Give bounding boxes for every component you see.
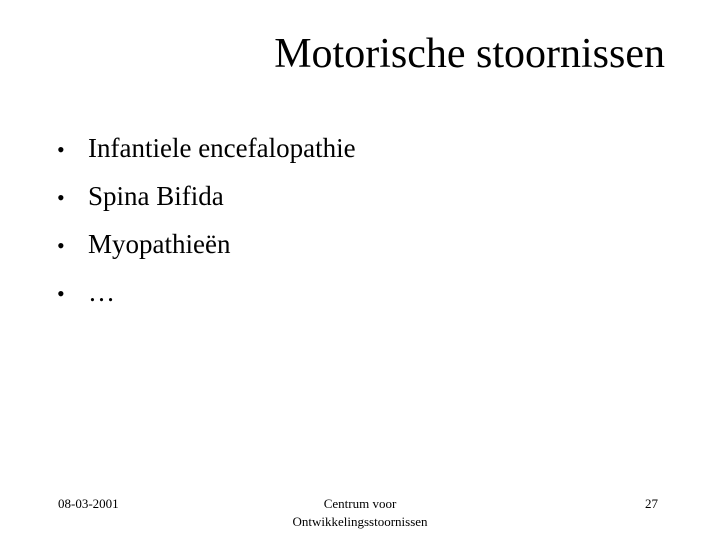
footer-date: 08-03-2001 [58, 496, 119, 511]
bullet-icon: • [57, 281, 65, 306]
bullet-text: Infantiele encefalopathie [88, 133, 356, 163]
footer-organization-line2: Ontwikkelingsstoornissen [292, 514, 428, 529]
bullet-text: Myopathieën [88, 229, 231, 259]
list-item [57, 220, 356, 268]
bullet-text: … [88, 277, 115, 307]
footer-organization [260, 495, 460, 531]
bullet-icon: • [57, 137, 65, 162]
footer-organization-line1: Centrum voor [323, 496, 397, 511]
list-item [57, 268, 356, 316]
bullet-icon: • [57, 233, 65, 258]
list-item [57, 172, 356, 220]
bullet-icon: • [57, 185, 65, 210]
bullet-list [57, 124, 356, 316]
slide-title: Motorische stoornissen [274, 31, 665, 77]
bullet-text: Spina Bifida [88, 181, 224, 211]
list-item [57, 124, 356, 172]
page-number: 27 [645, 496, 658, 511]
